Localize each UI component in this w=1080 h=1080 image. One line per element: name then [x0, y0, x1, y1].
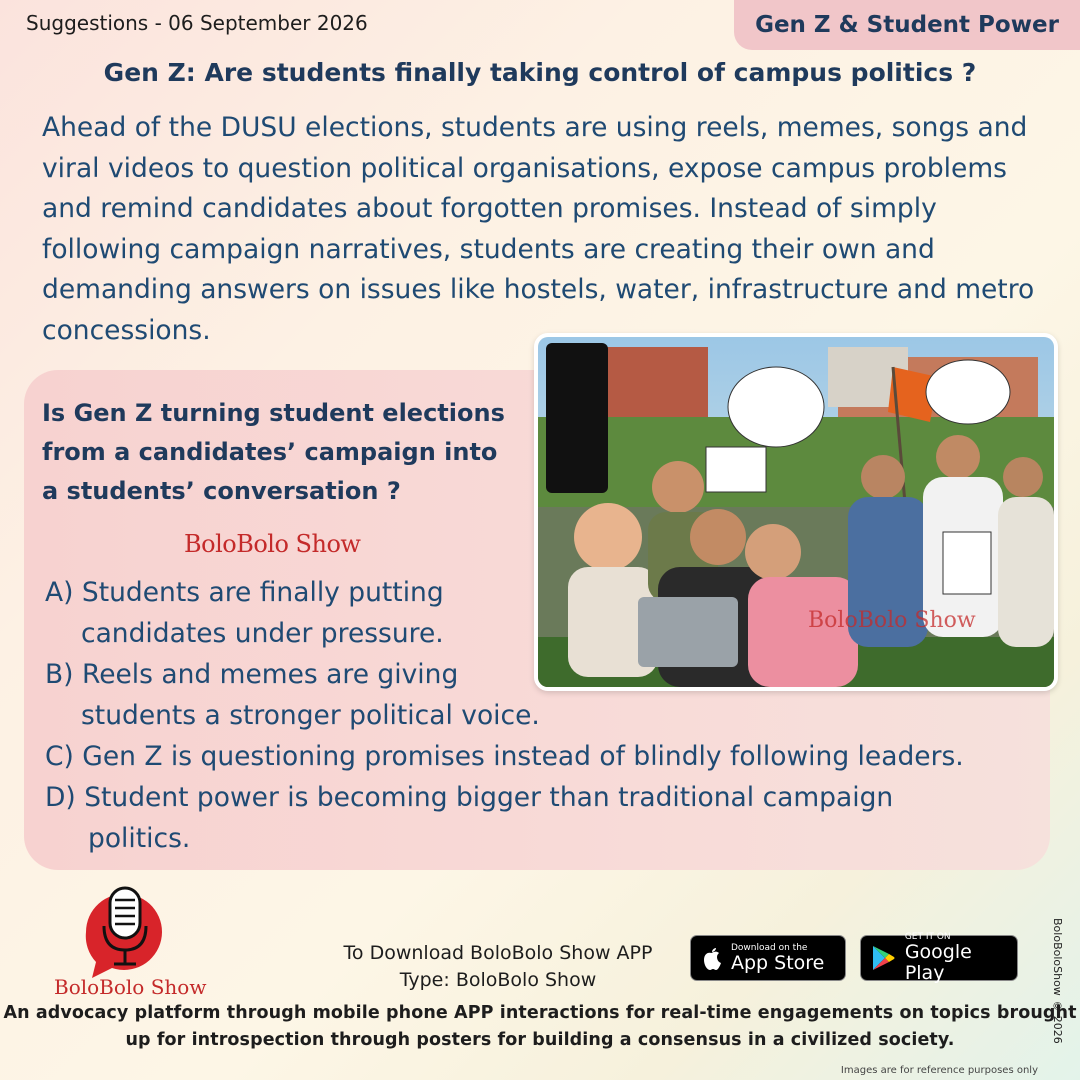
app-store-button[interactable] — [690, 935, 846, 981]
option-text: Student power is becoming bigger than traditional campaign — [84, 782, 894, 813]
option-letter: B) — [45, 659, 74, 690]
app-store-text: App Store — [731, 951, 825, 974]
download-line-1: To Download BoloBolo Show APP — [343, 942, 653, 964]
topic-tag: Gen Z & Student Power — [734, 0, 1080, 50]
download-instructions — [318, 940, 678, 994]
option-text: Gen Z is questioning promises instead of blindly following leaders. — [82, 741, 964, 772]
option-letter: C) — [45, 741, 74, 772]
google-play-icon — [861, 944, 905, 972]
date-label: Suggestions - 06 September 2026 — [26, 11, 368, 35]
option-c[interactable] — [45, 736, 964, 777]
option-d[interactable] — [45, 777, 893, 859]
copyright: BoloBoloShow © 2026 — [1051, 918, 1064, 1044]
google-play-small-text: GET IT ON — [904, 932, 951, 942]
option-text: Students are finally putting — [81, 577, 444, 608]
apple-icon — [691, 944, 731, 972]
google-play-button[interactable] — [860, 932, 1018, 984]
option-letter: D) — [45, 782, 76, 813]
footer-logo-text: BoloBolo Show — [54, 975, 207, 999]
option-a[interactable] — [45, 572, 444, 654]
option-b[interactable] — [45, 654, 540, 736]
disclaimer: Images are for reference purposes only — [840, 1065, 1038, 1076]
tagline: An advocacy platform through mobile phone APP interactions for real-time engagements on topics brought up for introspection through posters for building a consensus in a civilized society. — [3, 1003, 1077, 1050]
google-play-text: Google Play — [904, 941, 972, 984]
app-store-small-text: Download on the — [731, 942, 808, 953]
download-line-2: Type: BoloBolo Show — [399, 969, 597, 991]
option-text-continued: politics. — [88, 823, 191, 854]
photo-watermark: BoloBolo Show — [808, 608, 976, 633]
article-body: Ahead of the DUSU elections, students are using reels, memes, songs and viral videos to question political organisations, expose campus problems and remind candidates about forgotten promises. Instead of simply following campaign narratives, students are creating their own and demanding answers on issues like hostels, water, infrastructure and metro concessions. — [42, 112, 1035, 346]
illustration-photo — [534, 333, 1058, 691]
poll-question: Is Gen Z turning student elections from a candidates’ campaign into a students’ conversation ? — [42, 399, 505, 505]
brand-mark: BoloBolo Show — [184, 530, 361, 558]
option-text-continued: candidates under pressure. — [81, 618, 444, 649]
headline: Gen Z: Are students finally taking control of campus politics ? — [103, 58, 977, 87]
option-letter: A) — [45, 577, 74, 608]
option-text-continued: students a stronger political voice. — [81, 700, 540, 731]
option-text: Reels and memes are giving — [81, 659, 459, 690]
